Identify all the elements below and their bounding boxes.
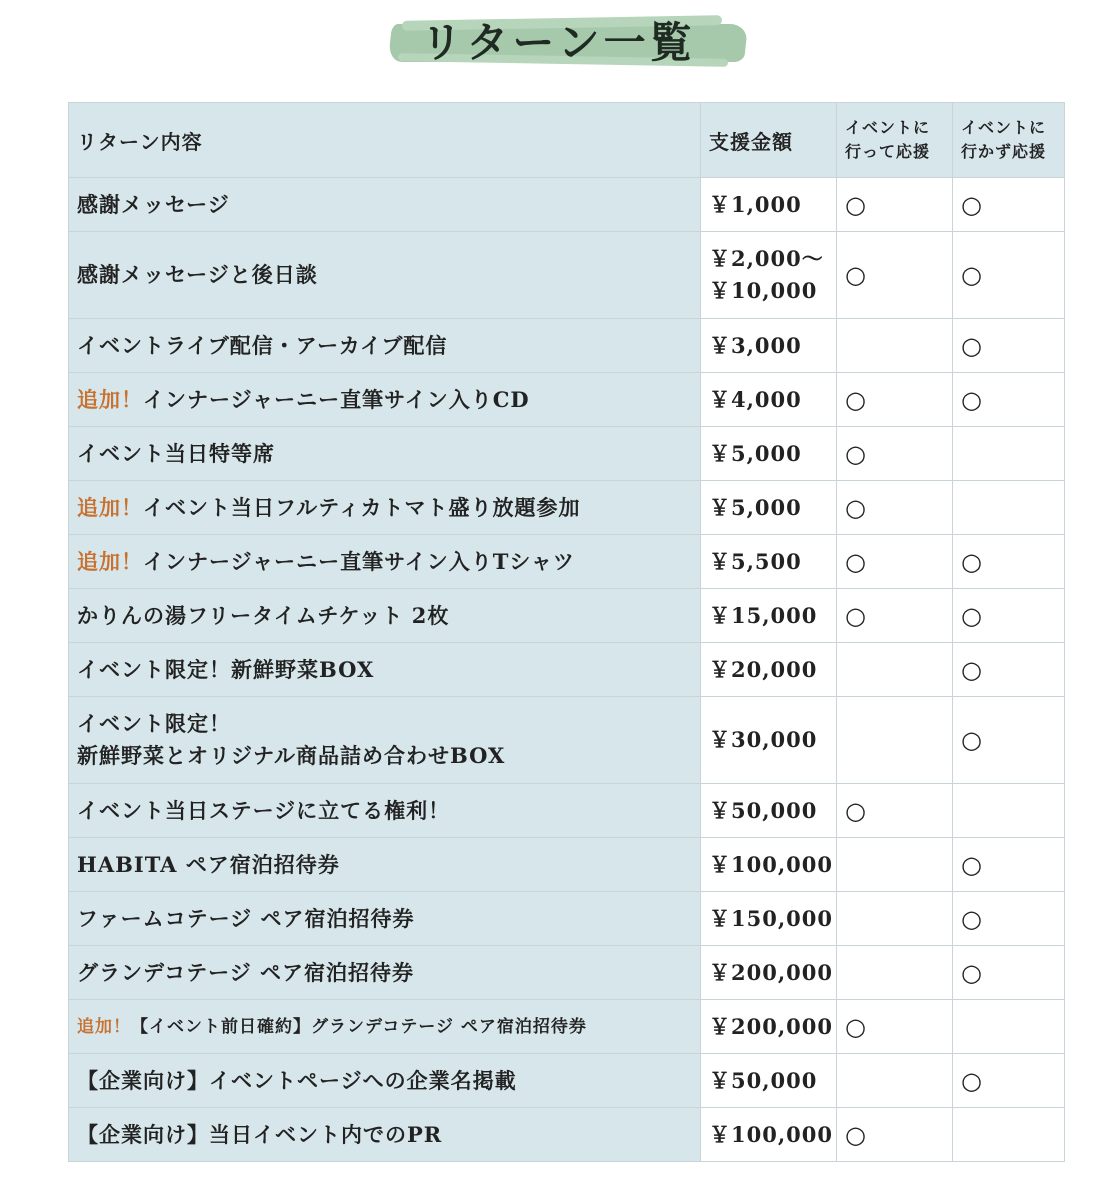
remote-mark: ○: [953, 232, 1065, 319]
return-content: イベント当日特等席: [69, 427, 701, 481]
return-content: イベント当日ステージに立てる権利！: [69, 784, 701, 838]
remote-mark: [953, 784, 1065, 838]
attend-mark: [837, 319, 953, 373]
return-price: ￥5,000: [701, 427, 837, 481]
return-price: ￥5,500: [701, 535, 837, 589]
remote-mark: ○: [953, 1054, 1065, 1108]
table-row: [69, 589, 1065, 643]
remote-mark: ○: [953, 535, 1065, 589]
remote-mark: ○: [953, 946, 1065, 1000]
table-row: [69, 838, 1065, 892]
return-price: ￥1,000: [701, 178, 837, 232]
header-attend: イベントに 行って応援: [837, 103, 953, 178]
table-row: [69, 946, 1065, 1000]
return-content: グランデコテージ ペア宿泊招待券: [69, 946, 701, 1000]
remote-mark: [953, 1108, 1065, 1162]
return-content: イベント限定！ 新鮮野菜とオリジナル商品詰め合わせBOX: [69, 697, 701, 784]
header-remote: イベントに 行かず応援: [953, 103, 1065, 178]
return-price: ￥100,000: [701, 838, 837, 892]
return-price: ￥150,000: [701, 892, 837, 946]
remote-mark: ○: [953, 697, 1065, 784]
attend-mark: ○: [837, 427, 953, 481]
table-row: [69, 1108, 1065, 1162]
remote-mark: [953, 1000, 1065, 1054]
table-row: [69, 232, 1065, 319]
return-content: HABITA ペア宿泊招待券: [69, 838, 701, 892]
attend-mark: [837, 697, 953, 784]
remote-mark: [953, 481, 1065, 535]
header-price: 支援金額: [701, 103, 837, 178]
remote-mark: ○: [953, 373, 1065, 427]
attend-mark: ○: [837, 784, 953, 838]
return-price: ￥50,000: [701, 1054, 837, 1108]
attend-mark: ○: [837, 1000, 953, 1054]
attend-mark: ○: [837, 178, 953, 232]
return-content: 【企業向け】イベントページへの企業名掲載: [69, 1054, 701, 1108]
return-content: 追加！イベント当日フルティカトマト盛り放題参加: [69, 481, 701, 535]
table-row: [69, 373, 1065, 427]
attend-mark: [837, 838, 953, 892]
table-row: [69, 892, 1065, 946]
return-price: ￥30,000: [701, 697, 837, 784]
remote-mark: ○: [953, 892, 1065, 946]
return-content: 追加！インナージャーニー直筆サイン入りTシャツ: [69, 535, 701, 589]
attend-mark: ○: [837, 481, 953, 535]
table-row: [69, 643, 1065, 697]
return-content: かりんの湯フリータイムチケット 2枚: [69, 589, 701, 643]
attend-mark: ○: [837, 1108, 953, 1162]
attend-mark: [837, 1054, 953, 1108]
return-content: ファームコテージ ペア宿泊招待券: [69, 892, 701, 946]
return-content: 追加！インナージャーニー直筆サイン入りCD: [69, 373, 701, 427]
return-content: 【企業向け】当日イベント内でのPR: [69, 1108, 701, 1162]
return-price: ￥2,000〜 ￥10,000: [701, 232, 837, 319]
attend-mark: ○: [837, 232, 953, 319]
table-row: [69, 178, 1065, 232]
attend-mark: [837, 643, 953, 697]
remote-mark: ○: [953, 643, 1065, 697]
return-content: 感謝メッセージと後日談: [69, 232, 701, 319]
attend-mark: [837, 892, 953, 946]
table-row: [69, 697, 1065, 784]
title-banner: [0, 0, 1116, 90]
attend-mark: ○: [837, 535, 953, 589]
table-row: [69, 427, 1065, 481]
return-content: 追加！【イベント前日確約】グランデコテージ ペア宿泊招待券: [69, 1000, 701, 1054]
return-content: 感謝メッセージ: [69, 178, 701, 232]
return-price: ￥3,000: [701, 319, 837, 373]
return-price: ￥200,000: [701, 946, 837, 1000]
return-price: ￥5,000: [701, 481, 837, 535]
return-price: ￥50,000: [701, 784, 837, 838]
return-price: ￥20,000: [701, 643, 837, 697]
return-price: ￥15,000: [701, 589, 837, 643]
return-price: ￥100,000: [701, 1108, 837, 1162]
remote-mark: [953, 427, 1065, 481]
return-content: イベント限定！新鮮野菜BOX: [69, 643, 701, 697]
table-row: [69, 481, 1065, 535]
return-price: ￥4,000: [701, 373, 837, 427]
table-row: [69, 784, 1065, 838]
attend-mark: [837, 946, 953, 1000]
table-row: [69, 1054, 1065, 1108]
returns-table: [68, 102, 1065, 1162]
table-header-row: [69, 103, 1065, 178]
page-title: リターン一覧: [420, 18, 696, 67]
table-row: [69, 535, 1065, 589]
remote-mark: ○: [953, 838, 1065, 892]
return-price: ￥200,000: [701, 1000, 837, 1054]
remote-mark: ○: [953, 178, 1065, 232]
return-content: イベントライブ配信・アーカイブ配信: [69, 319, 701, 373]
remote-mark: ○: [953, 319, 1065, 373]
table-row: [69, 319, 1065, 373]
attend-mark: ○: [837, 373, 953, 427]
header-content: リターン内容: [69, 103, 701, 178]
remote-mark: ○: [953, 589, 1065, 643]
table-row: [69, 1000, 1065, 1054]
attend-mark: ○: [837, 589, 953, 643]
